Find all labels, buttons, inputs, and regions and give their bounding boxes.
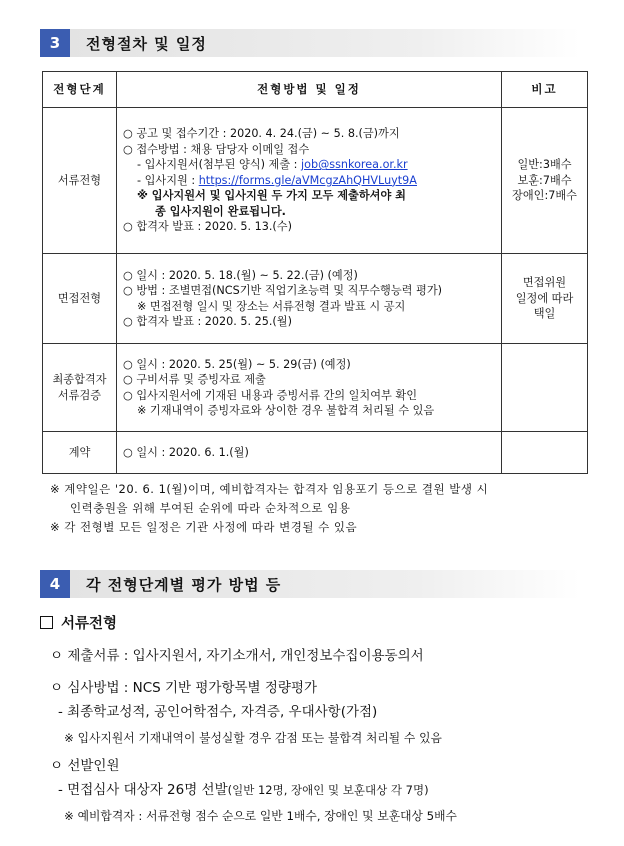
list-item: ㅇ 심사방법 : NCS 기반 평가항목별 정량평가 (50, 680, 318, 696)
list-item: - 면접심사 대상자 26명 선발(일반 12명, 장애인 및 보훈대상 각 7명) (58, 782, 429, 798)
section-4-header (40, 570, 580, 598)
footnote: 인력충원을 위해 부여된 순위에 따라 순차적으로 임용 (70, 501, 351, 515)
method-cell (117, 108, 502, 254)
method-line: ○ 입사지원서에 기재된 내용과 증빙서류 간의 일치여부 확인 (123, 388, 418, 402)
note-cell (502, 344, 588, 432)
table-header-row (43, 72, 588, 108)
method-line: ○ 일시 : 2020. 6. 1.(월) (123, 445, 249, 459)
method-line: - 입사지원 : https://forms.gle/aVMcgzAhQHVLuyt9A (137, 173, 417, 187)
stage-cell: 계약 (43, 432, 117, 474)
table-row (43, 254, 588, 344)
method-line: ○ 구비서류 및 증빙자료 제출 (123, 373, 266, 386)
method-line: ○ 합격자 발표 : 2020. 5. 13.(수) (123, 220, 292, 234)
section-3-header (40, 29, 580, 57)
method-line: ○ 공고 및 접수기간 : 2020. 4. 24.(금) ~ 5. 8.(금)까지 (123, 127, 400, 141)
list-item: - 최종학교성적, 공인어학점수, 자격증, 우대사항(가점) (58, 704, 378, 720)
email-link[interactable]: job@ssnkorea.or.kr (301, 158, 408, 172)
header-stage: 전형단계 (43, 72, 117, 108)
form-link[interactable]: https://forms.gle/aVMcgzAhQHVLuyt9A (198, 173, 417, 187)
section-title: 전형절차 및 일정 (86, 34, 207, 53)
note-cell: 면접위원 일정에 따라 택일 (502, 254, 588, 344)
stage-cell: 서류전형 (43, 108, 117, 254)
method-cell (117, 344, 502, 432)
subheading: 서류전형 (40, 614, 117, 634)
method-line: ※ 면접전형 일시 및 장소는 서류전형 결과 발표 시 공지 (137, 299, 406, 313)
method-cell (117, 254, 502, 344)
method-cell (117, 432, 502, 474)
method-line: ※ 기재내역이 증빙자료와 상이한 경우 불합격 처리될 수 있음 (137, 404, 435, 417)
note-cell (502, 432, 588, 474)
method-line-notice: ※ 입사지원서 및 입사지원 두 가지 모두 제출하셔야 최 (137, 189, 406, 203)
checkbox-icon (40, 616, 53, 629)
section-number: 3 (40, 29, 70, 57)
header-method: 전형방법 및 일정 (117, 72, 502, 108)
table-row (43, 432, 588, 474)
stage-cell: 면접전형 (43, 254, 117, 344)
footnote: ※ 계약일은 '20. 6. 1(월)이며, 예비합격자는 합격자 임용포기 등으로 결원 발생 시 (50, 482, 489, 496)
method-line: ○ 방법 : 조별면접(NCS기반 직업기초능력 및 직무수행능력 평가) (123, 284, 443, 297)
method-line: ○ 일시 : 2020. 5. 25(월) ~ 5. 29(금) (예정) (123, 357, 351, 371)
list-item: ㅇ 선발인원 (50, 758, 120, 774)
method-line: - 입사지원서(첨부된 양식) 제출 : job@ssnkorea.or.kr (137, 158, 408, 172)
header-note: 비고 (502, 72, 588, 108)
method-line: ○ 접수방법 : 채용 담당자 이메일 접수 (123, 142, 310, 156)
method-line: ○ 합격자 발표 : 2020. 5. 25.(월) (123, 315, 292, 328)
section-number: 4 (40, 570, 70, 598)
footnotes (50, 480, 488, 537)
table-row (43, 108, 588, 254)
list-item-note: ※ 입사지원서 기재내역이 불성실할 경우 감점 또는 불합격 처리될 수 있음 (64, 731, 442, 745)
section-title: 각 전형단계별 평가 방법 등 (86, 575, 282, 594)
list-item-note: ※ 예비합격자 : 서류전형 점수 순으로 일반 1배수, 장애인 및 보훈대상 5배수 (64, 809, 457, 823)
schedule-table (42, 71, 588, 474)
list-item: ㅇ 제출서류 : 입사지원서, 자기소개서, 개인정보수집이용동의서 (50, 648, 424, 664)
note-cell: 일반:3배수 보훈:7배수 장애인:7배수 (502, 108, 588, 254)
method-line-notice: 종 입사지원이 완료됩니다. (155, 204, 286, 218)
footnote: ※ 각 전형별 모든 일정은 기관 사정에 따라 변경될 수 있음 (50, 520, 358, 534)
table-row (43, 344, 588, 432)
method-line: ○ 일시 : 2020. 5. 18.(월) ~ 5. 22.(금) (예정) (123, 268, 358, 282)
stage-cell: 최종합격자 서류검증 (43, 344, 117, 432)
